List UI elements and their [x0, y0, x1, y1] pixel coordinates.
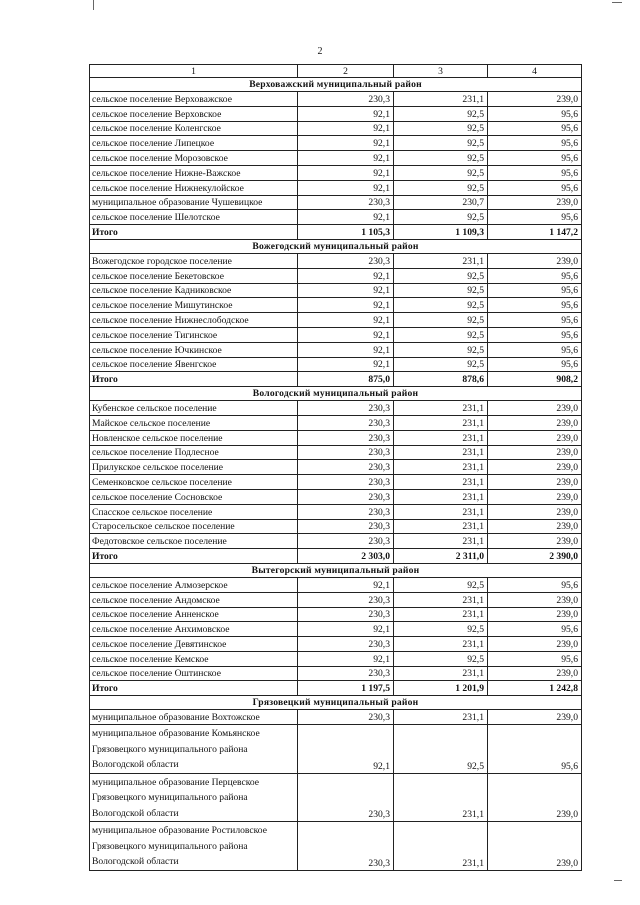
settlement-name: сельское поселение Коленгское: [90, 121, 298, 136]
table-row: [90, 151, 582, 166]
total-column-4: 908,2: [488, 372, 582, 387]
value-column-2: 92,1: [298, 268, 394, 283]
value-column-2: 92,1: [298, 357, 394, 372]
value-column-4: 95,6: [488, 151, 582, 166]
table-row: [90, 622, 582, 637]
total-column-3: 1 109,3: [394, 225, 488, 240]
table-row: [90, 666, 582, 681]
value-column-4: 95,6: [488, 136, 582, 151]
value-column-3: 231,1: [394, 637, 488, 652]
total-row: [90, 549, 582, 564]
value-column-2: 92,1: [298, 651, 394, 666]
value-column-2: 230,3: [298, 637, 394, 652]
value-column-2: 92,1: [298, 622, 394, 637]
value-column-3: 231,1: [394, 415, 488, 430]
value-column-3: 92,5: [394, 651, 488, 666]
total-column-2: 1 197,5: [298, 681, 394, 696]
value-column-4: 95,6: [488, 165, 582, 180]
value-column-4: 95,6: [488, 106, 582, 121]
district-title: Грязовецкий муниципальный район: [90, 696, 582, 710]
value-column-2: 230,3: [298, 92, 394, 107]
value-column-4: 239,0: [488, 519, 582, 534]
value-column-4: 239,0: [488, 489, 582, 504]
value-column-4: 239,0: [488, 195, 582, 210]
settlement-name: сельское поселение Верховажское: [90, 92, 298, 107]
value-column-3: 92,5: [394, 283, 488, 298]
settlement-name: сельское поселение Сосновское: [90, 489, 298, 504]
district-header-row: [90, 696, 582, 710]
settlement-name: сельское поселение Анненское: [90, 607, 298, 622]
table-row: [90, 298, 582, 313]
settlement-name: Федотовское сельское поселение: [90, 534, 298, 549]
table-row: [90, 136, 582, 151]
settlement-name: сельское поселение Подлесное: [90, 445, 298, 460]
value-column-4: 95,6: [488, 180, 582, 195]
value-column-4: 95,6: [488, 268, 582, 283]
value-column-2: 230,3: [298, 415, 394, 430]
settlement-name: Семенковское сельское поселение: [90, 475, 298, 490]
value-column-4: 239,0: [488, 666, 582, 681]
settlement-name: сельское поселение Верховское: [90, 106, 298, 121]
settlement-name: сельское поселение Анхимовское: [90, 622, 298, 637]
value-column-4: 95,6: [488, 283, 582, 298]
value-column-2: 92,1: [298, 106, 394, 121]
table-row: [90, 357, 582, 372]
settlement-name: сельское поселение Кемское: [90, 651, 298, 666]
total-column-4: 1 147,2: [488, 225, 582, 240]
settlement-name: Майское сельское поселение: [90, 415, 298, 430]
district-title: Вологодский муниципальный район: [90, 387, 582, 401]
scan-artifact-mark: [612, 2, 622, 3]
table-row: [90, 165, 582, 180]
value-column-3: 231,1: [394, 519, 488, 534]
table-row: [90, 327, 582, 342]
settlement-name: муниципальное образование Комьянское Грязовецкого муниципального района Вологодской области: [90, 725, 298, 774]
column-number-header-row: [90, 65, 582, 78]
value-column-2: 230,3: [298, 195, 394, 210]
value-column-3: 231,1: [394, 489, 488, 504]
value-column-3: 231,1: [394, 253, 488, 268]
value-column-3: 92,5: [394, 357, 488, 372]
settlement-name: Старосельское сельское поселение: [90, 519, 298, 534]
district-header-row: [90, 387, 582, 401]
settlement-name: сельское поселение Алмозерское: [90, 577, 298, 592]
value-column-3: 231,1: [394, 475, 488, 490]
value-column-4: 239,0: [488, 430, 582, 445]
settlement-name: сельское поселение Мишутинское: [90, 298, 298, 313]
settlement-name: сельское поселение Бекетовское: [90, 268, 298, 283]
value-column-4: 95,6: [488, 313, 582, 328]
settlement-name: сельское поселение Девятинское: [90, 637, 298, 652]
total-column-2: 1 105,3: [298, 225, 394, 240]
value-column-4: 239,0: [488, 773, 582, 822]
table-row: [90, 504, 582, 519]
table-row: [90, 268, 582, 283]
value-column-2: 92,1: [298, 151, 394, 166]
table-row: [90, 637, 582, 652]
value-column-3: 231,1: [394, 460, 488, 475]
table-row: [90, 822, 582, 871]
value-column-2: 230,3: [298, 710, 394, 725]
value-column-2: 92,1: [298, 725, 394, 774]
value-column-3: 92,5: [394, 327, 488, 342]
value-column-3: 92,5: [394, 121, 488, 136]
settlement-name: муниципальное образование Перцевское Грязовецкого муниципального района Вологодской области: [90, 773, 298, 822]
value-column-2: 92,1: [298, 180, 394, 195]
column-header: 2: [298, 65, 394, 78]
total-label: Итого: [90, 225, 298, 240]
value-column-3: 92,5: [394, 268, 488, 283]
settlement-name: сельское поселение Нижнеслободское: [90, 313, 298, 328]
district-title: Вытегорский муниципальный район: [90, 563, 582, 577]
value-column-3: 231,1: [394, 592, 488, 607]
settlement-name: муниципальное образование Чушевицкое: [90, 195, 298, 210]
total-column-2: 875,0: [298, 372, 394, 387]
total-row: [90, 225, 582, 240]
total-column-3: 878,6: [394, 372, 488, 387]
page-number: 2: [317, 46, 323, 57]
table-row: [90, 651, 582, 666]
value-column-3: 231,1: [394, 666, 488, 681]
value-column-4: 239,0: [488, 534, 582, 549]
value-column-3: 231,1: [394, 607, 488, 622]
value-column-2: 230,3: [298, 666, 394, 681]
value-column-4: 239,0: [488, 475, 582, 490]
total-column-4: 1 242,8: [488, 681, 582, 696]
value-column-4: 95,6: [488, 622, 582, 637]
total-column-3: 2 311,0: [394, 549, 488, 564]
table-row: [90, 180, 582, 195]
value-column-2: 230,3: [298, 607, 394, 622]
value-column-2: 92,1: [298, 165, 394, 180]
value-column-4: 95,6: [488, 725, 582, 774]
value-column-3: 231,1: [394, 710, 488, 725]
table-row: [90, 534, 582, 549]
value-column-3: 231,1: [394, 773, 488, 822]
table-row: [90, 253, 582, 268]
value-column-2: 230,3: [298, 773, 394, 822]
value-column-2: 92,1: [298, 136, 394, 151]
value-column-4: 95,6: [488, 298, 582, 313]
value-column-3: 231,1: [394, 401, 488, 416]
value-column-4: 239,0: [488, 710, 582, 725]
value-column-3: 231,1: [394, 822, 488, 871]
scan-artifact-mark: [93, 0, 94, 10]
value-column-2: 230,3: [298, 401, 394, 416]
value-column-3: 92,5: [394, 165, 488, 180]
value-column-3: 231,1: [394, 430, 488, 445]
total-row: [90, 681, 582, 696]
total-column-2: 2 303,0: [298, 549, 394, 564]
value-column-3: 92,5: [394, 577, 488, 592]
value-column-4: 239,0: [488, 460, 582, 475]
value-column-2: 230,3: [298, 460, 394, 475]
table-row: [90, 519, 582, 534]
value-column-4: 239,0: [488, 637, 582, 652]
district-header-row: [90, 239, 582, 253]
table-row: [90, 342, 582, 357]
table-row: [90, 489, 582, 504]
value-column-4: 95,6: [488, 342, 582, 357]
settlement-name: сельское поселение Нижне-Важское: [90, 165, 298, 180]
scan-artifact-mark: [614, 880, 622, 881]
value-column-2: 230,3: [298, 445, 394, 460]
value-column-4: 239,0: [488, 504, 582, 519]
value-column-4: 239,0: [488, 445, 582, 460]
settlement-name: муниципальное образование Ростиловское Грязовецкого муниципального района Вологодской области: [90, 822, 298, 871]
district-title: Верховажский муниципальный район: [90, 78, 582, 92]
value-column-3: 92,5: [394, 151, 488, 166]
total-column-4: 2 390,0: [488, 549, 582, 564]
value-column-2: 230,3: [298, 475, 394, 490]
value-column-3: 230,7: [394, 195, 488, 210]
value-column-2: 92,1: [298, 342, 394, 357]
table-row: [90, 710, 582, 725]
value-column-4: 239,0: [488, 401, 582, 416]
table-row: [90, 725, 582, 774]
table-row: [90, 121, 582, 136]
total-label: Итого: [90, 549, 298, 564]
value-column-3: 92,5: [394, 342, 488, 357]
value-column-2: 230,3: [298, 504, 394, 519]
value-column-4: 95,6: [488, 210, 582, 225]
value-column-2: 230,3: [298, 430, 394, 445]
table-row: [90, 430, 582, 445]
value-column-2: 92,1: [298, 577, 394, 592]
value-column-3: 231,1: [394, 92, 488, 107]
value-column-2: 230,3: [298, 489, 394, 504]
budget-table: [89, 64, 582, 871]
value-column-2: 92,1: [298, 313, 394, 328]
table-row: [90, 415, 582, 430]
value-column-2: 230,3: [298, 822, 394, 871]
column-header: 1: [90, 65, 298, 78]
settlement-name: Прилукское сельское поселение: [90, 460, 298, 475]
value-column-2: 230,3: [298, 534, 394, 549]
value-column-3: 92,5: [394, 313, 488, 328]
table-row: [90, 592, 582, 607]
settlement-name: сельское поселение Ючкинское: [90, 342, 298, 357]
settlement-name: Новленское сельское поселение: [90, 430, 298, 445]
column-header: 4: [488, 65, 582, 78]
table-row: [90, 607, 582, 622]
value-column-3: 92,5: [394, 622, 488, 637]
value-column-4: 239,0: [488, 822, 582, 871]
settlement-name: Вожегодское городское поселение: [90, 253, 298, 268]
table-row: [90, 475, 582, 490]
value-column-4: 95,6: [488, 357, 582, 372]
value-column-2: 92,1: [298, 283, 394, 298]
value-column-3: 231,1: [394, 534, 488, 549]
table-row: [90, 313, 582, 328]
value-column-4: 239,0: [488, 415, 582, 430]
value-column-2: 92,1: [298, 210, 394, 225]
table-row: [90, 773, 582, 822]
total-column-3: 1 201,9: [394, 681, 488, 696]
value-column-4: 239,0: [488, 607, 582, 622]
value-column-3: 92,5: [394, 136, 488, 151]
settlement-name: Спасское сельское поселение: [90, 504, 298, 519]
table-row: [90, 577, 582, 592]
column-header: 3: [394, 65, 488, 78]
settlement-name: сельское поселение Липецкое: [90, 136, 298, 151]
settlement-name: сельское поселение Морозовское: [90, 151, 298, 166]
total-row: [90, 372, 582, 387]
value-column-4: 95,6: [488, 121, 582, 136]
value-column-2: 92,1: [298, 121, 394, 136]
value-column-4: 95,6: [488, 327, 582, 342]
total-label: Итого: [90, 372, 298, 387]
value-column-3: 92,5: [394, 725, 488, 774]
table-row: [90, 460, 582, 475]
value-column-3: 92,5: [394, 210, 488, 225]
settlement-name: сельское поселение Оштинское: [90, 666, 298, 681]
total-label: Итого: [90, 681, 298, 696]
settlement-name: сельское поселение Кадниковское: [90, 283, 298, 298]
value-column-3: 231,1: [394, 504, 488, 519]
table-row: [90, 445, 582, 460]
value-column-3: 92,5: [394, 298, 488, 313]
value-column-3: 231,1: [394, 445, 488, 460]
district-title: Вожегодский муниципальный район: [90, 239, 582, 253]
table-row: [90, 106, 582, 121]
settlement-name: сельское поселение Нижнекулойское: [90, 180, 298, 195]
table-row: [90, 210, 582, 225]
value-column-2: 230,3: [298, 253, 394, 268]
value-column-4: 239,0: [488, 92, 582, 107]
table-row: [90, 92, 582, 107]
value-column-2: 230,3: [298, 592, 394, 607]
value-column-4: 239,0: [488, 592, 582, 607]
value-column-4: 95,6: [488, 577, 582, 592]
settlement-name: муниципальное образование Вохтожское: [90, 710, 298, 725]
value-column-2: 92,1: [298, 327, 394, 342]
table-row: [90, 283, 582, 298]
value-column-4: 95,6: [488, 651, 582, 666]
table-row: [90, 401, 582, 416]
settlement-name: сельское поселение Шелотское: [90, 210, 298, 225]
settlement-name: сельское поселение Андомское: [90, 592, 298, 607]
table-row: [90, 195, 582, 210]
district-header-row: [90, 78, 582, 92]
district-header-row: [90, 563, 582, 577]
value-column-3: 92,5: [394, 180, 488, 195]
settlement-name: Кубенское сельское поселение: [90, 401, 298, 416]
value-column-4: 239,0: [488, 253, 582, 268]
value-column-3: 92,5: [394, 106, 488, 121]
settlement-name: сельское поселение Явенгское: [90, 357, 298, 372]
value-column-2: 92,1: [298, 298, 394, 313]
settlement-name: сельское поселение Тигинское: [90, 327, 298, 342]
value-column-2: 230,3: [298, 519, 394, 534]
